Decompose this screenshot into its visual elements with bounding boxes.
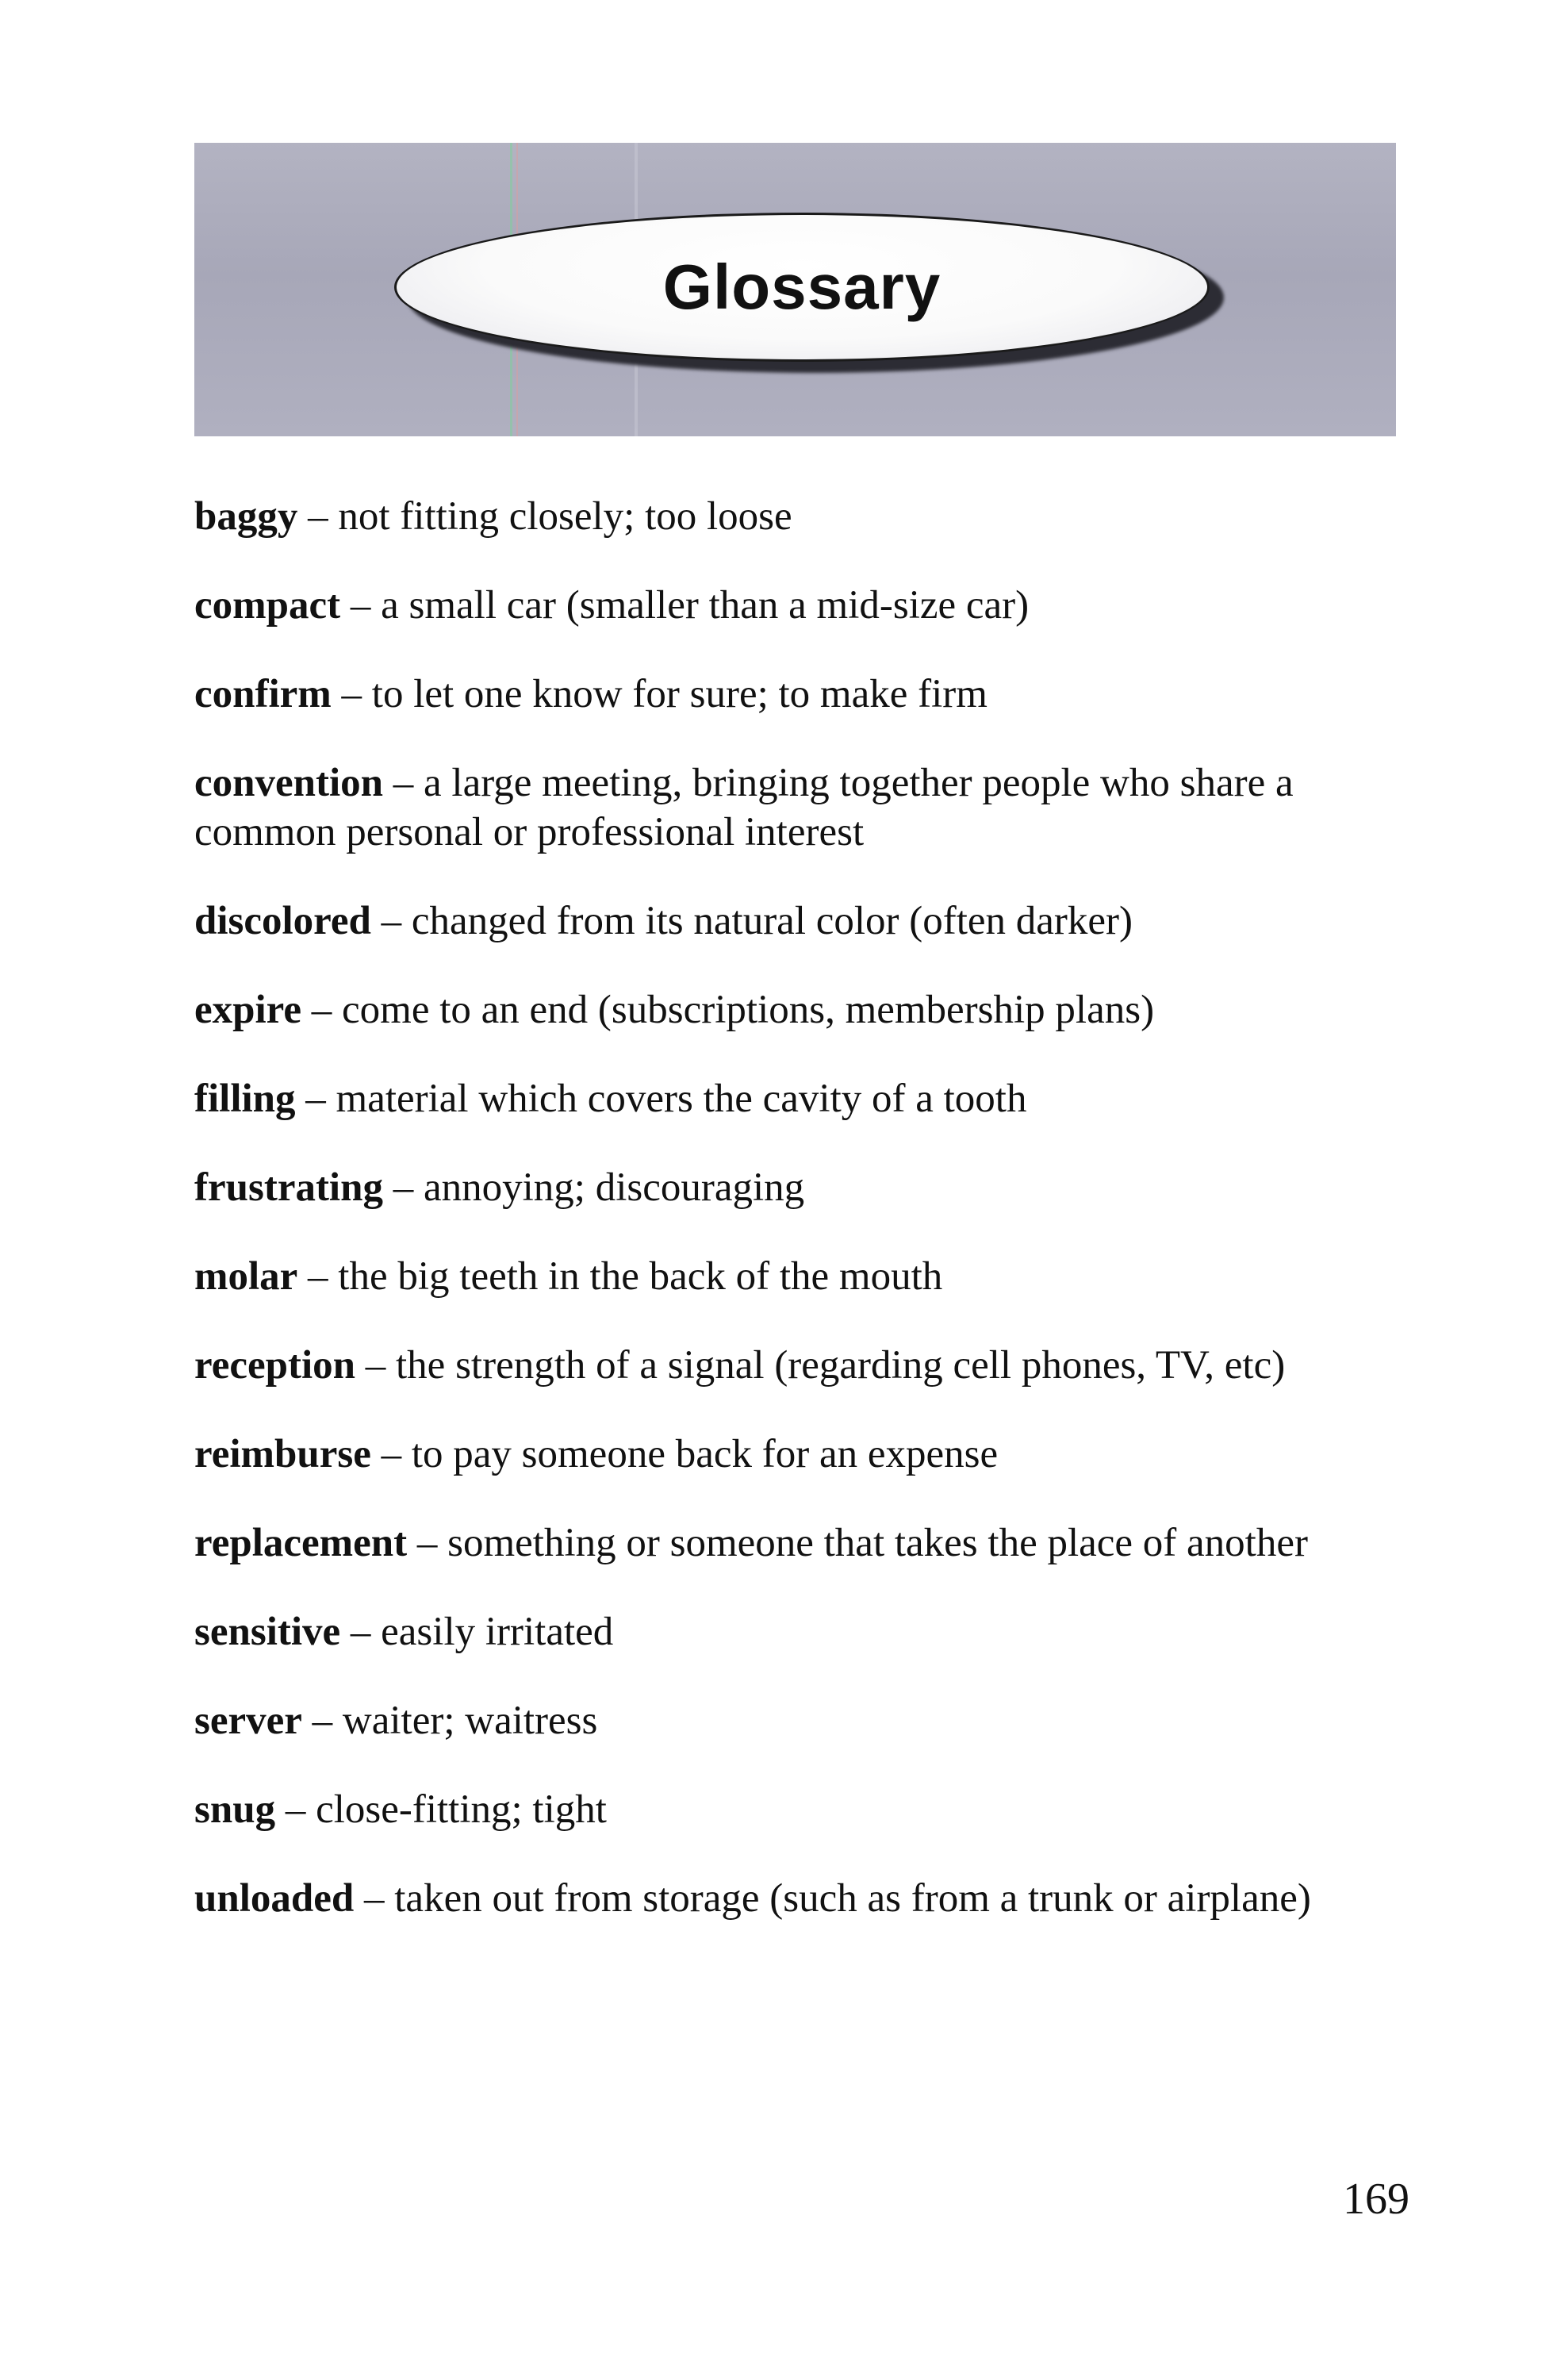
glossary-entry — [194, 581, 1420, 630]
glossary-definition: the big teeth in the back of the mouth — [338, 1254, 943, 1299]
glossary-definition: changed from its natural color (often darker) — [411, 899, 1133, 943]
glossary-definition: to let one know for sure; to make firm — [371, 672, 988, 716]
dash-separator: – — [381, 899, 402, 943]
glossary-definition: the strength of a signal (regarding cell phones, TV, etc) — [396, 1343, 1286, 1388]
glossary-term: expire — [194, 988, 302, 1032]
page-number: 169 — [1343, 2175, 1409, 2224]
dash-separator: – — [311, 988, 332, 1032]
glossary-definition: easily irritated — [381, 1610, 614, 1654]
glossary-definition: annoying; discouraging — [423, 1165, 805, 1210]
glossary-entry — [194, 1696, 1420, 1745]
dash-separator: – — [312, 1699, 333, 1743]
glossary-term: molar — [194, 1254, 298, 1299]
glossary-term: reimburse — [194, 1432, 371, 1476]
glossary-definition: something or someone that takes the place of another — [447, 1521, 1308, 1565]
dash-separator: – — [285, 1787, 306, 1832]
dash-separator: – — [393, 761, 414, 805]
glossary-term: replacement — [194, 1521, 408, 1565]
dash-separator: – — [365, 1343, 386, 1388]
glossary-term: unloaded — [194, 1876, 355, 1921]
glossary-entry — [194, 1341, 1420, 1390]
glossary-entry — [194, 896, 1420, 946]
glossary-term: snug — [194, 1787, 276, 1832]
glossary-entry — [194, 1874, 1420, 1923]
dash-separator: – — [350, 1610, 371, 1654]
glossary-term: confirm — [194, 672, 332, 716]
dash-separator: – — [416, 1521, 438, 1565]
glossary-term: server — [194, 1699, 302, 1743]
glossary-definition: material which covers the cavity of a tooth — [336, 1077, 1027, 1121]
dash-separator: – — [305, 1077, 326, 1121]
page-title: Glossary — [662, 251, 941, 322]
glossary-definition: taken out from storage (such as from a trunk or airplane) — [394, 1876, 1311, 1921]
glossary-term: sensitive — [194, 1610, 341, 1654]
glossary-definition: a large meeting, bringing together people who share a common personal or professional interest — [194, 761, 1294, 854]
dash-separator: – — [308, 494, 328, 539]
glossary-list — [194, 492, 1420, 1963]
glossary-definition: waiter; waitress — [342, 1699, 598, 1743]
glossary-definition: close-fitting; tight — [316, 1787, 607, 1832]
glossary-term: frustrating — [194, 1165, 383, 1210]
glossary-definition: to pay someone back for an expense — [411, 1432, 999, 1476]
glossary-entry — [194, 670, 1420, 719]
glossary-term: filling — [194, 1077, 296, 1121]
glossary-term: compact — [194, 583, 341, 628]
glossary-entry — [194, 1163, 1420, 1212]
glossary-entry — [194, 1252, 1420, 1301]
glossary-definition: not fitting closely; too loose — [338, 494, 792, 539]
dash-separator: – — [308, 1254, 328, 1299]
title-oval — [394, 213, 1210, 362]
glossary-definition: come to an end (subscriptions, membership plans) — [342, 988, 1155, 1032]
glossary-term: discolored — [194, 899, 371, 943]
glossary-term: reception — [194, 1343, 356, 1388]
glossary-entry — [194, 758, 1420, 857]
dash-separator: – — [393, 1165, 414, 1210]
dash-separator: – — [381, 1432, 402, 1476]
glossary-entry — [194, 492, 1420, 541]
dash-separator: – — [350, 583, 371, 628]
glossary-banner — [194, 143, 1396, 436]
glossary-term: convention — [194, 761, 384, 805]
glossary-entry — [194, 1074, 1420, 1123]
glossary-entry — [194, 1518, 1420, 1568]
dash-separator: – — [364, 1876, 385, 1921]
glossary-entry — [194, 1430, 1420, 1479]
dash-separator: – — [341, 672, 362, 716]
glossary-term: baggy — [194, 494, 298, 539]
glossary-entry — [194, 985, 1420, 1035]
glossary-entry — [194, 1785, 1420, 1834]
glossary-entry — [194, 1607, 1420, 1656]
glossary-definition: a small car (smaller than a mid-size car) — [381, 583, 1030, 628]
